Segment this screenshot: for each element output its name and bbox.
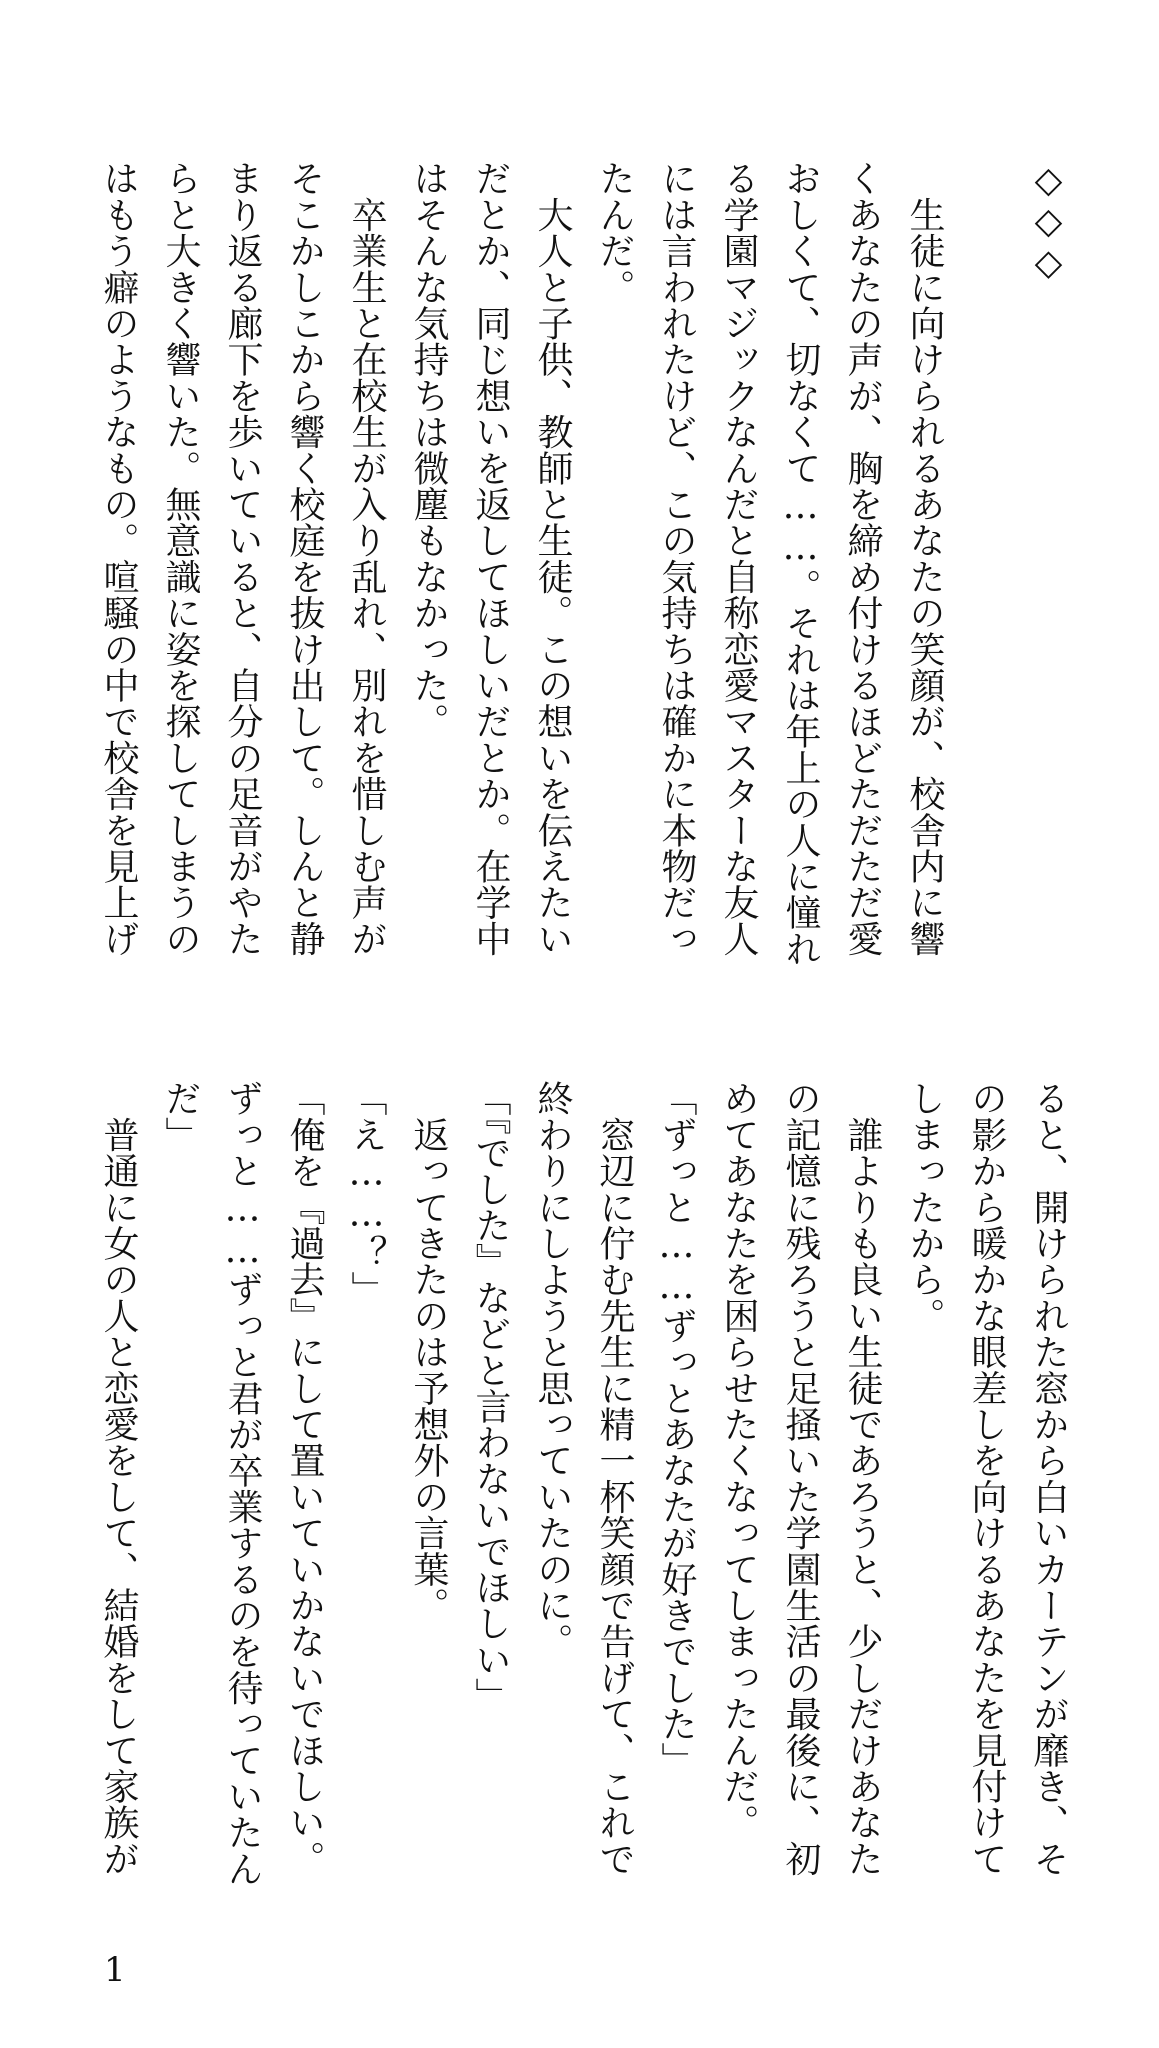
text-column: 卒業生と在校生が入り乱れ、別れを惜しむ声が [346, 160, 387, 957]
text-column: 「俺を『過去』にして置いていかないでほしい。 [284, 1080, 325, 1877]
text-block-upper [79, 160, 1079, 990]
text-column: はそんな気持ちは微塵もなかった。 [408, 160, 449, 740]
text-column: の影から暖かな眼差しを向けるあなたを見付けて [966, 1080, 1007, 1877]
text-column: まり返る廊下を歩いていると、自分の足音がやた [222, 160, 263, 957]
text-column: めてあなたを困らせたくなってしまったんだ。 [718, 1080, 759, 1841]
text-column: 窓辺に佇む先生に精一杯笑顔で告げて、これで [594, 1080, 635, 1877]
text-column: たんだ。 [594, 160, 635, 305]
text-column: 「ずっと……ずっとあなたが好きでした」 [656, 1080, 697, 1778]
text-column: には言われたけど、この気持ちは確かに本物だっ [656, 160, 697, 957]
text-column: はもう癖のようなもの。喧騒の中で校舎を見上げ [98, 160, 139, 957]
text-column: らと大きく響いた。無意識に姿を探してしまうの [160, 160, 201, 957]
text-column: 「え……？」 [346, 1080, 387, 1308]
text-column: そこかしこから響く校庭を抜け出して。しんと静 [284, 160, 325, 957]
text-column: しまったから。 [904, 1080, 945, 1334]
text-column: 終わりにしようと思っていたのに。 [532, 1080, 573, 1660]
text-column: ◇◇◇ [1028, 160, 1069, 284]
text-column: おしくて、切なくて……。それは年上の人に憧れ [780, 160, 821, 967]
page-number: 1 [104, 1950, 126, 1990]
text-column: ずっと……ずっと君が卒業するのを待っていたん [222, 1080, 263, 1887]
text-column: 返ってきたのは予想外の言葉。 [408, 1080, 449, 1623]
text-block-lower [79, 1080, 1079, 1920]
text-column [955, 160, 1017, 990]
text-column: る学園マジックなんだと自称恋愛マスターな友人 [718, 160, 759, 957]
text-column: 「『でした』などと言わないでほしい」 [470, 1080, 511, 1714]
text-column: くあなたの声が、胸を締め付けるほどただただ愛 [842, 160, 883, 957]
text-column: 誰よりも良い生徒であろうと、少しだけあなた [842, 1080, 883, 1877]
text-column: の記憶に残ろうと足掻いた学園生活の最後に、初 [780, 1080, 821, 1877]
text-column: 大人と子供、教師と生徒。この想いを伝えたい [532, 160, 573, 957]
text-column: だ」 [160, 1080, 201, 1153]
text-column: ると、開けられた窓から白いカーテンが靡き、そ [1028, 1080, 1069, 1877]
text-column: だとか、同じ想いを返してほしいだとか。在学中 [470, 160, 511, 957]
text-column: 生徒に向けられるあなたの笑顔が、校舎内に響 [904, 160, 945, 957]
text-column: 普通に女の人と恋愛をして、結婚をして家族が [98, 1080, 139, 1877]
